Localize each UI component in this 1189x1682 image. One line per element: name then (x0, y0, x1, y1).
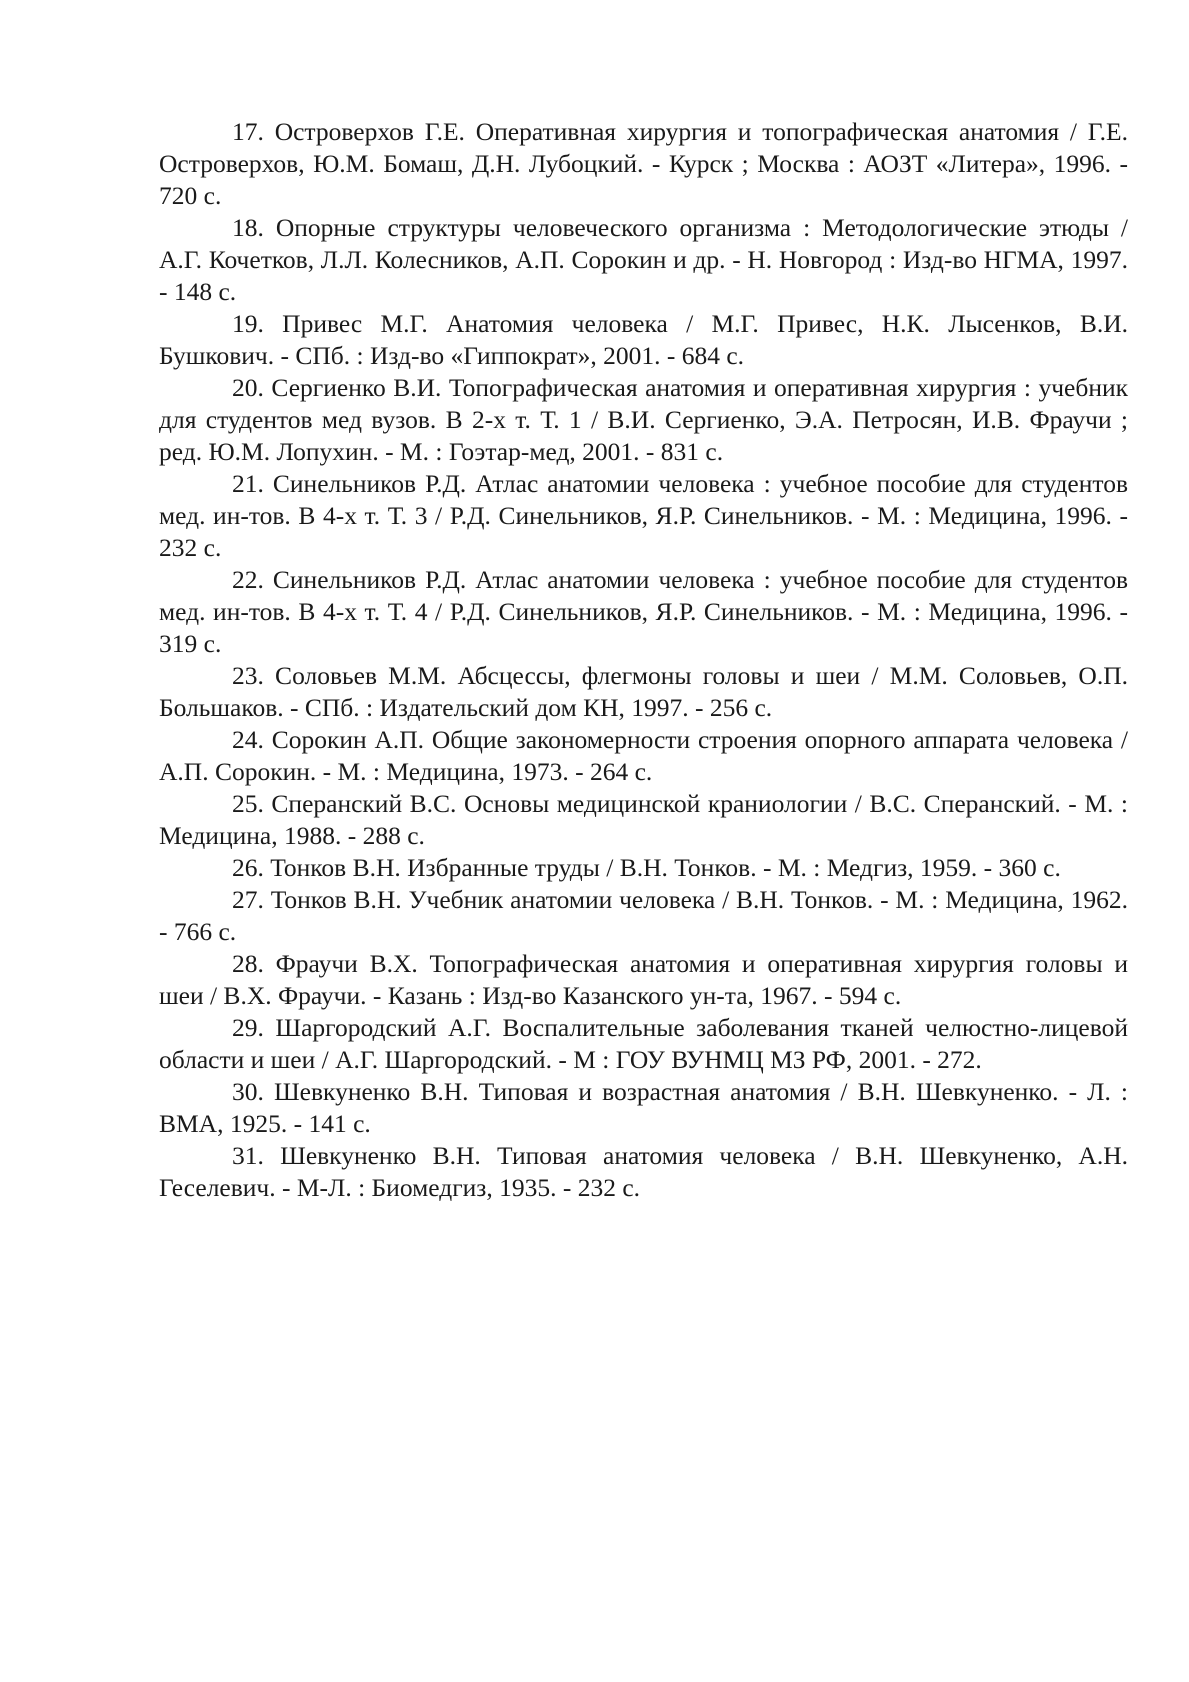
reference-item: 27. Тонков В.Н. Учебник анатомии человека / В.Н. Тонков. - М. : Медицина, 1962. - 766 с. (159, 885, 1128, 946)
reference-item: 19. Привес М.Г. Анатомия человека / М.Г. Привес, Н.К. Лысенков, В.И. Бушкович. - СПб. : Изд-во «Гиппократ», 2001. - 684 с. (159, 309, 1128, 370)
reference-item: 23. Соловьев М.М. Абсцессы, флегмоны головы и шеи / М.М. Соловьев, О.П. Большаков. - СПб. : Издательский дом КН, 1997. - 256 с. (159, 661, 1128, 722)
reference-list (159, 116, 1128, 1204)
reference-item: 17. Островерхов Г.Е. Оперативная хирургия и топографическая анатомия / Г.Е. Островерхов, Ю.М. Бомаш, Д.Н. Лубоцкий. - Курск ; Москва : АОЗТ «Литера», 1996. - 720 с. (159, 117, 1128, 210)
reference-item: 22. Синельников Р.Д. Атлас анатомии человека : учебное пособие для студентов мед. ин-тов. В 4-х т. Т. 4 / Р.Д. Синельников, Я.Р. Синельников. - М. : Медицина, 1996. - 319 с. (159, 565, 1128, 658)
reference-item: 20. Сергиенко В.И. Топографическая анатомия и оперативная хирургия : учебник для студентов мед вузов. В 2-х т. Т. 1 / В.И. Сергиенко, Э.А. Петросян, И.В. Фраучи ; ред. Ю.М. Лопухин. - М. : Гоэтар-мед, 2001. - 831 с. (159, 373, 1128, 466)
reference-item: 26. Тонков В.Н. Избранные труды / В.Н. Тонков. - М. : Медгиз, 1959. - 360 с. (232, 853, 1061, 882)
reference-item: 30. Шевкуненко В.Н. Типовая и возрастная анатомия / В.Н. Шевкуненко. - Л. : ВМА, 1925. - 141 с. (159, 1077, 1128, 1138)
reference-item: 28. Фраучи В.Х. Топографическая анатомия и оперативная хирургия головы и шеи / В.Х. Фраучи. - Казань : Изд-во Казанского ун-та, 1967. - 594 с. (159, 949, 1128, 1010)
reference-item: 25. Сперанский В.С. Основы медицинской краниологии / В.С. Сперанский. - М. : Медицина, 1988. - 288 с. (159, 789, 1128, 850)
reference-item: 21. Синельников Р.Д. Атлас анатомии человека : учебное пособие для студентов мед. ин-тов. В 4-х т. Т. 3 / Р.Д. Синельников, Я.Р. Синельников. - М. : Медицина, 1996. - 232 с. (159, 469, 1128, 562)
reference-item: 31. Шевкуненко В.Н. Типовая анатомия человека / В.Н. Шевкуненко, А.Н. Геселевич. - М-Л. : Биомедгиз, 1935. - 232 с. (159, 1141, 1128, 1202)
reference-item: 18. Опорные структуры человеческого организма : Методологические этюды / А.Г. Кочетков, Л.Л. Колесников, А.П. Сорокин и др. - Н. Новгород : Изд-во НГМА, 1997. - 148 с. (159, 213, 1128, 306)
reference-item: 24. Сорокин А.П. Общие закономерности строения опорного аппарата человека / А.П. Сорокин. - М. : Медицина, 1973. - 264 с. (159, 725, 1128, 786)
reference-item: 29. Шаргородский А.Г. Воспалительные заболевания тканей челюстно-лицевой области и шеи / А.Г. Шаргородский. - М : ГОУ ВУНМЦ МЗ РФ, 2001. - 272. (159, 1013, 1128, 1074)
